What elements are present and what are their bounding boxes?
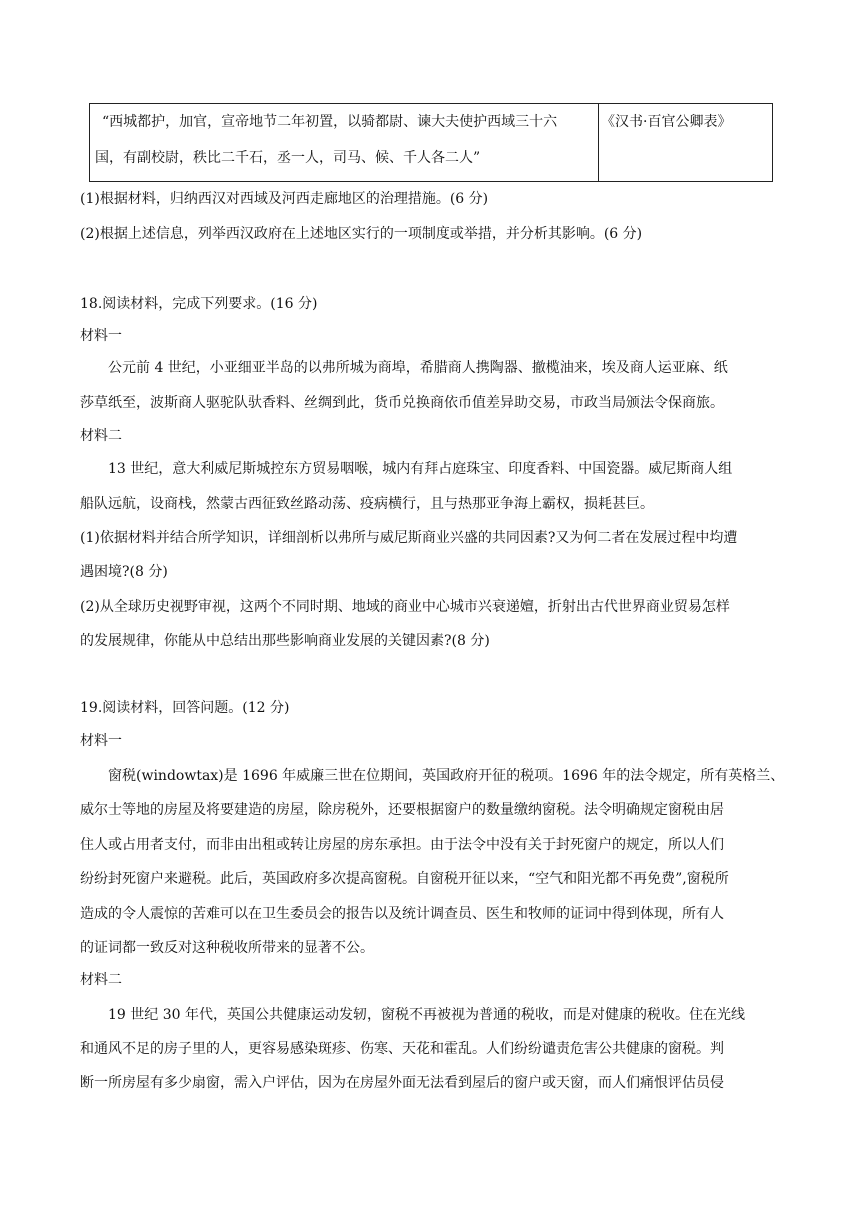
q19-material-2-label: 材料二: [80, 972, 122, 988]
q19-material-1-line-5: 造成的令人震惊的苦难可以在卫生委员会的报告以及统计调查员、医生和牧师的证词中得到体现，所有人: [80, 906, 724, 922]
q18-material-2-line-2: 船队远航，设商栈，然蒙古西征致丝路动荡、疫病横行，且与热那亚争海上霸权，损耗甚巨。: [80, 496, 654, 512]
q17-subquestion-1: (1)根据材料，归纳西汉对西域及河西走廊地区的治理措施。(6 分): [80, 191, 489, 207]
q18-material-2-line-1: 13 世纪，意大利威尼斯城控东方贸易咽喉，城内有拜占庭珠宝、印度香料、中国瓷器。威尼斯商人组: [108, 461, 733, 477]
q18-subquestion-1-line-2: 遇困境?(8 分): [80, 564, 168, 580]
q18-title: 18.阅读材料，完成下列要求。(16 分): [80, 296, 318, 312]
q19-material-1-line-3: 住人或占用者支付，而非由出租或转让房屋的房东承担。由于法令中没有关于封死窗户的规定，所以人们: [80, 837, 724, 853]
source-table: [89, 103, 773, 182]
source-quote-line-1: “西城都护，加官，宣帝地节二年初置，以骑都尉、谏大夫使护西域三十六: [102, 114, 558, 130]
q19-material-1-label: 材料一: [80, 733, 122, 749]
q18-material-2-label: 材料二: [80, 428, 122, 444]
source-quote-line-2: 国，有副校尉，秩比二千石，丞一人，司马、候、千人各二人”: [95, 150, 481, 166]
q18-material-1-line-2: 莎草纸至，波斯商人驱驼队驮香料、丝绸到此，货币兑换商依币值差异助交易，市政当局颁法令保商旅。: [80, 395, 724, 411]
source-quote-cell: [90, 104, 599, 182]
q19-material-1-line-4: 纷纷封死窗户来避税。此后，英国政府多次提高窗税。自窗税开征以来，“空气和阳光都不再免费”,窗税所: [80, 871, 729, 887]
q18-material-1-label: 材料一: [80, 328, 122, 344]
q18-subquestion-2-line-1: (2)从全球历史视野审视，这两个不同时期、地域的商业中心城市兴衰递嬗，折射出古代世界商业贸易怎样: [80, 599, 730, 615]
q18-subquestion-1-line-1: (1)依据材料并结合所学知识，详细剖析以弗所与威尼斯商业兴盛的共同因素?又为何二者在发展过程中均遭: [80, 530, 738, 546]
source-citation-cell: 《汉书·百官公卿表》: [599, 104, 773, 182]
q18-material-1-line-1: 公元前 4 世纪，小亚细亚半岛的以弗所城为商埠，希腊商人携陶器、撤榄油来，埃及商人运亚麻、纸: [108, 360, 728, 376]
q19-material-1-line-2: 威尔士等地的房屋及将要建造的房屋，除房税外，还要根据窗户的数量缴纳窗税。法令明确规定窗税由居: [80, 802, 724, 818]
q19-title: 19.阅读材料，回答问题。(12 分): [80, 700, 290, 716]
source-table-row: [90, 104, 773, 182]
q19-material-2-line-2: 和通风不足的房子里的人，更容易感染斑疹、伤寒、天花和霍乱。人们纷纷谴责危害公共健康的窗税。判: [80, 1041, 724, 1057]
q18-subquestion-2-line-2: 的发展规律，你能从中总结出那些影响商业发展的关键因素?(8 分): [80, 633, 490, 649]
q19-material-1-line-6: 的证词都一致反对这种税收所带来的显著不公。: [80, 940, 374, 956]
q19-material-2-line-1: 19 世纪 30 年代，英国公共健康运动发轫，窗税不再被视为普通的税收，而是对健康的税收。住在光线: [108, 1007, 745, 1023]
q19-material-1-line-1: 窗税(windowtax)是 1696 年威廉三世在位期间，英国政府开征的税项。1696 年的法令规定，所有英格兰、: [108, 768, 785, 784]
q19-material-2-line-3: 断一所房屋有多少扇窗，需入户评估，因为在房屋外面无法看到屋后的窗户或天窗，而人们痛恨评估员侵: [80, 1075, 724, 1091]
q17-subquestion-2: (2)根据上述信息，列举西汉政府在上述地区实行的一项制度或举措，并分析其影响。(6 分): [80, 226, 643, 242]
